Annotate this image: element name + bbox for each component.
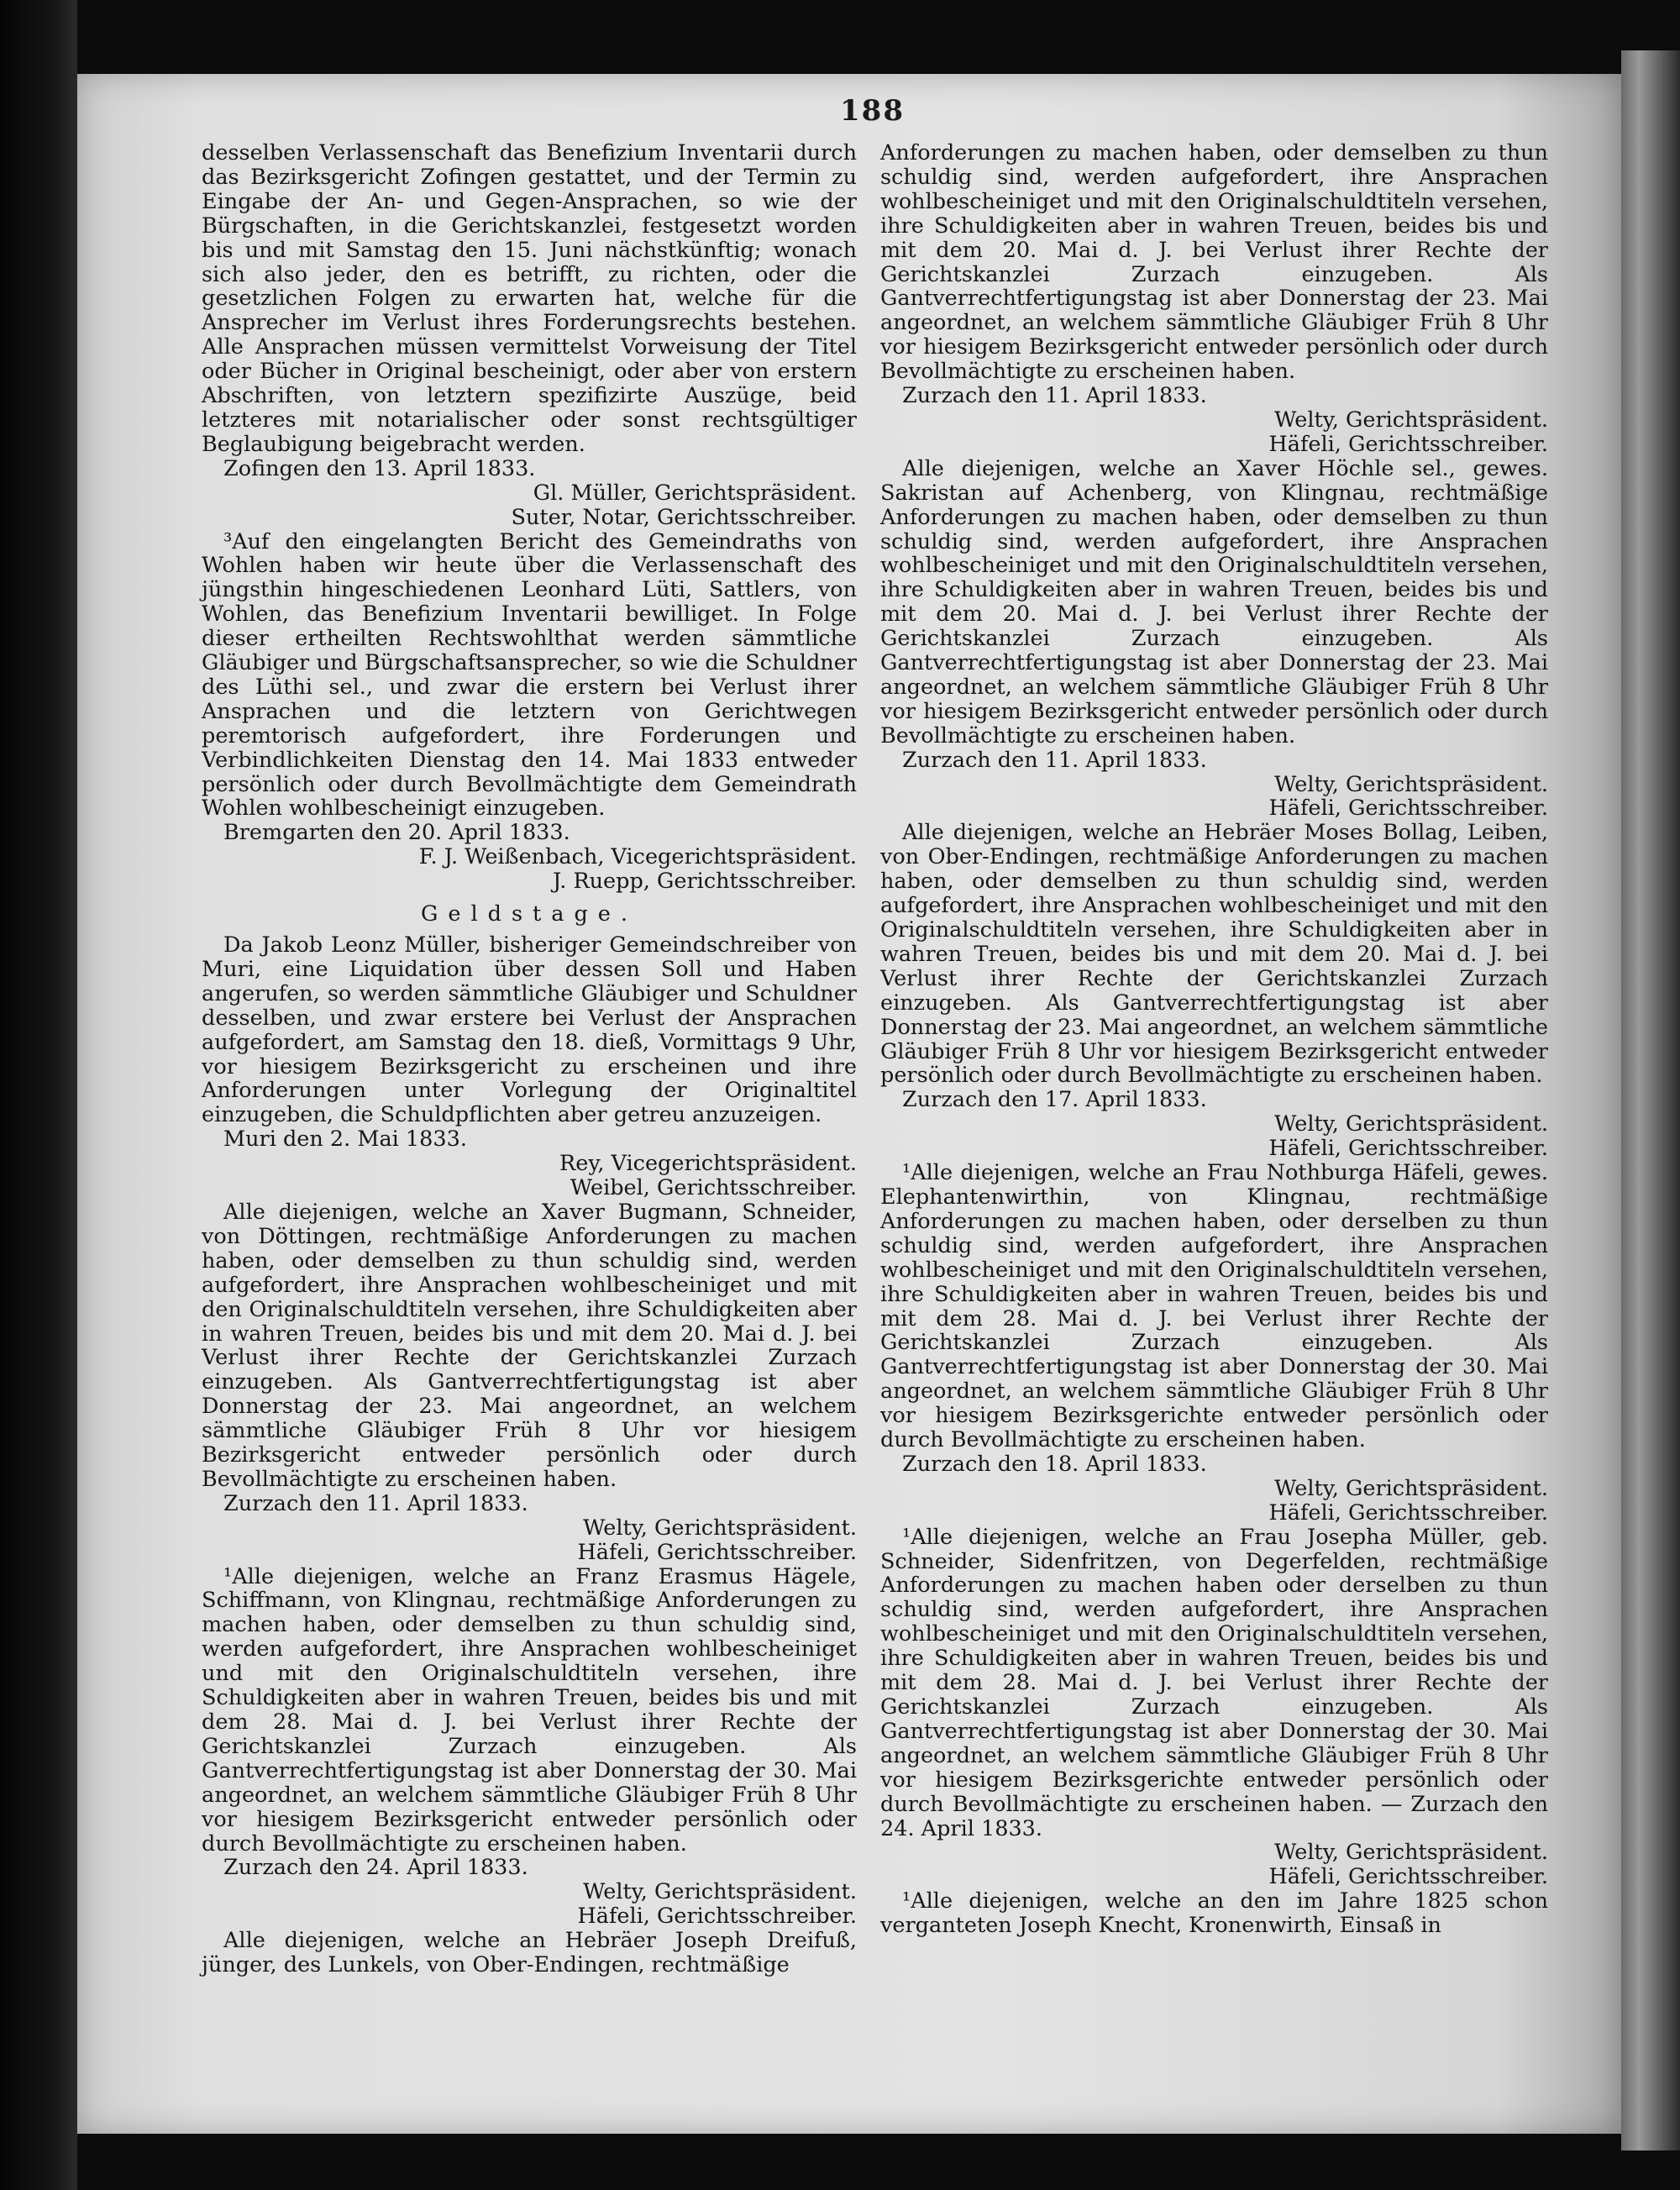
- notice-signature: Häfeli, Gerichtsschreiber.: [577, 1904, 857, 1930]
- notice-signature: Suter, Notar, Gerichtsschreiber.: [511, 504, 857, 530]
- notice-signature: J. Ruepp, Gerichtsschreiber.: [552, 869, 857, 895]
- notice-paragraph: ¹Alle diejenigen, welche an Frau Nothburga Häfeli, gewes. Elephantenwirthin, von Klingnau, rechtmäßige Anforderungen zu machen haben, oder derselben zu thun schuldig sind, werden aufgefordert, ihre Ansprachen wohlbescheiniget und mit den Originalschuldtiteln versehen, ihre Schuldigkeiten aber in wahren Treuen, beides bis und mit dem 28. Mai d. J. bei Verlust ihrer Rechte der Gerichtskanzlei Zurzach einzugeben. Als Gantverrechtfertigungstag ist aber Donnerstag der 30. Mai angeordnet, an welchem sämmtliche Gläubiger Früh 8 Uhr vor hiesigem Bezirksgerichte entweder persönlich oder durch Bevollmächtigte zu erscheinen haben.: [880, 1160, 1548, 1453]
- notice-paragraph: Alle diejenigen, welche an Hebräer Joseph Dreifuß, jünger, des Lunkels, von Ober-Endingen, rechtmäßige: [202, 1928, 857, 1978]
- notice-signature: Rey, Vicegerichtspräsident.: [559, 1151, 857, 1177]
- notice-signature: F. J. Weißenbach, Vicegerichtspräsident.: [418, 844, 857, 870]
- notice-place-date: Zurzach den 11. April 1833.: [223, 1490, 528, 1516]
- notice-place-date: Zurzach den 11. April 1833.: [902, 383, 1207, 409]
- notice-place-date: Zurzach den 18. April 1833.: [902, 1451, 1207, 1477]
- notice-signature: Häfeli, Gerichtsschreiber.: [1268, 796, 1548, 822]
- notice-place-date: Muri den 2. Mai 1833.: [223, 1127, 467, 1153]
- left-column: [202, 141, 857, 1977]
- notice-paragraph: Da Jakob Leonz Müller, bisheriger Gemeindschreiber von Muri, eine Liquidation über dessen Soll und Haben angerufen, so werden sämmtliche Gläubiger und Schuldner desselben, und zwar erstere bei Verlust der Ansprachen aufgefordert, am Samstag den 18. dieß, Vormittags 9 Uhr, vor hiesigem Bezirksgericht zu erscheinen und ihre Anforderungen unter Vorlegung der Originaltitel einzugeben, die Schuldpflichten aber getreu anzuzeigen.: [202, 932, 857, 1128]
- notice-paragraph: Alle diejenigen, welche an Hebräer Moses Bollag, Leiben, von Ober-Endingen, rechtmäßige Anforderungen zu machen haben, oder demselben zu thun schuldig sind, werden aufgefordert, ihre Ansprachen wohlbescheiniget und mit den Originalschuldtiteln versehen, ihre Schuldigkeiten aber in wahren Treuen, beides bis und mit dem 20. Mai d. J. bei Verlust ihrer Rechte der Gerichtskanzlei Zurzach einzugeben. Als Gantverrechtfertigungstag ist aber Donnerstag der 23. Mai angeordnet, an welchem sämmtliche Gläubiger Früh 8 Uhr vor hiesigem Bezirksgericht entweder persönlich oder durch Bevollmächtigte zu erscheinen haben.: [880, 820, 1548, 1089]
- notice-paragraph: Anforderungen zu machen haben, oder demselben zu thun schuldig sind, werden aufgefordert, ihre Ansprachen wohlbescheiniget und mit den Originalschuldtiteln versehen, ihre Schuldigkeiten aber in wahren Treuen, beides bis und mit dem 20. Mai d. J. bei Verlust ihrer Rechte der Gerichtskanzlei Zurzach einzugeben. Als Gantverrechtfertigungstag ist aber Donnerstag der 23. Mai angeordnet, an welchem sämmtliche Gläubiger Früh 8 Uhr vor hiesigem Bezirksgericht entweder persönlich oder durch Bevollmächtigte zu erscheinen haben.: [880, 140, 1548, 385]
- scan-border-left: [0, 0, 77, 2190]
- notice-paragraph: ¹Alle diejenigen, welche an den im Jahre 1825 schon verganteten Joseph Knecht, Kronenwirth, Einsaß in: [880, 1888, 1548, 1939]
- section-heading: Geldstage.: [421, 901, 638, 927]
- notice-paragraph: ¹Alle diejenigen, welche an Franz Erasmus Hägele, Schiffmann, von Klingnau, rechtmäßige Anforderungen zu machen haben, oder demselben zu thun schuldig sind, werden aufgefordert, ihre Ansprachen wohlbescheiniget und mit den Originalschuldtiteln versehen, ihre Schuldigkeiten aber in wahren Treuen, beides bis und mit dem 28. Mai d. J. bei Verlust ihrer Rechte der Gerichtskanzlei Zurzach einzugeben. Als Gantverrechtfertigungstag ist aber Donnerstag der 30. Mai angeordnet, an welchem sämmtliche Gläubiger Früh 8 Uhr vor hiesigem Bezirksgericht entweder persönlich oder durch Bevollmächtigte zu erscheinen haben.: [202, 1563, 857, 1857]
- notice-signature: Häfeli, Gerichtsschreiber.: [1268, 1499, 1548, 1526]
- notice-signature: Welty, Gerichtspräsident.: [1274, 771, 1548, 797]
- notice-signature: Häfeli, Gerichtsschreiber.: [1268, 1864, 1548, 1890]
- notice-paragraph: Alle diejenigen, welche an Xaver Höchle sel., gewes. Sakristan auf Achenberg, von Klingnau, rechtmäßige Anforderungen zu machen haben, oder demselben zu thun schuldig sind, werden aufgefordert, ihre Ansprachen wohlbescheiniget und mit den Originalschuldtiteln versehen, ihre Schuldigkeiten aber in wahren Treuen, beides bis und mit dem 20. Mai d. J. bei Verlust ihrer Rechte der Gerichtskanzlei Zurzach einzugeben. Als Gantverrechtfertigungstag ist aber Donnerstag der 23. Mai angeordnet, an welchem sämmtliche Gläubiger Früh 8 Uhr vor hiesigem Bezirksgericht entweder persönlich oder durch Bevollmächtigte zu erscheinen haben.: [880, 455, 1548, 748]
- notice-signature: Weibel, Gerichtsschreiber.: [570, 1175, 857, 1201]
- notice-place-date: Zofingen den 13. April 1833.: [223, 455, 536, 481]
- notice-paragraph: desselben Verlassenschaft das Benefizium Inventarii durch das Bezirksgericht Zofingen gestattet, und der Termin zu Eingabe der An- und Gegen-Ansprachen, so wie der Bürgschaften, in die Gerichtskanzlei, festgesetzt worden bis und mit Samstag den 15. Juni nächstkünftig; wonach sich also jeder, den es betrifft, zu richten, oder die gesetzlichen Folgen zu erwarten hat, welche für die Ansprecher im Verlust ihres Forderungsrechts bestehen. Alle Ansprachen müssen vermittelst Vorweisung der Titel oder Bücher in Original bescheinigt, oder aber von erstern Abschriften, von letztern spezifizirte Auszüge, beid letzteres mit notarialischer oder sonst rechtsgültiger Beglaubigung beigebracht werden.: [202, 140, 857, 457]
- notice-paragraph: Alle diejenigen, welche an Xaver Bugmann, Schneider, von Döttingen, rechtmäßige Anforderungen zu machen haben, oder demselben zu thun schuldig sind, werden aufgefordert, ihre Ansprachen wohlbescheiniget und mit den Originalschuldtiteln versehen, ihre Schuldigkeiten aber in wahren Treuen, beides bis und mit dem 20. Mai d. J. bei Verlust ihrer Rechte der Gerichtskanzlei Zurzach einzugeben. Als Gantverrechtfertigungstag ist aber Donnerstag der 23. Mai angeordnet, an welchem sämmtliche Gläubiger Früh 8 Uhr vor hiesigem Bezirksgericht entweder persönlich oder durch Bevollmächtigte zu erscheinen haben.: [202, 1199, 857, 1492]
- right-column: [880, 141, 1548, 1938]
- notice-signature: Gl. Müller, Gerichtspräsident.: [533, 480, 857, 506]
- notice-signature: Welty, Gerichtspräsident.: [583, 1515, 857, 1541]
- page-number: 188: [840, 94, 905, 128]
- notice-signature: Häfeli, Gerichtsschreiber.: [1268, 431, 1548, 457]
- page-edge-right: [1621, 50, 1680, 2151]
- notice-signature: Welty, Gerichtspräsident.: [1274, 1475, 1548, 1501]
- notice-signature: Welty, Gerichtspräsident.: [1274, 1111, 1548, 1137]
- notice-signature: Welty, Gerichtspräsident.: [1274, 407, 1548, 433]
- notice-signature: Häfeli, Gerichtsschreiber.: [577, 1539, 857, 1565]
- notice-place-date: Bremgarten den 20. April 1833.: [223, 820, 570, 846]
- notice-place-date: Zurzach den 17. April 1833.: [902, 1087, 1207, 1113]
- notice-signature: Welty, Gerichtspräsident.: [1274, 1840, 1548, 1866]
- notice-paragraph: ¹Alle diejenigen, welche an Frau Josepha Müller, geb. Schneider, Sidenfritzen, von Degerfelden, rechtmäßige Anforderungen zu machen haben oder derselben zu thun schuldig sind, werden aufgefordert, ihre Ansprachen wohlbescheiniget und mit den Originalschuldtiteln versehen, ihre Schuldigkeiten aber in wahren Treuen, beides bis und mit dem 28. Mai d. J. bei Verlust ihrer Rechte der Gerichtskanzlei Zurzach einzugeben. Als Gantverrechtfertigungstag ist aber Donnerstag der 30. Mai angeordnet, an welchem sämmtliche Gläubiger Früh 8 Uhr vor hiesigem Bezirksgerichte entweder persönlich oder durch Bevollmächtigte zu erscheinen haben. — Zurzach den 24. April 1833.: [880, 1524, 1548, 1841]
- notice-signature: Häfeli, Gerichtsschreiber.: [1268, 1136, 1548, 1162]
- notice-place-date: Zurzach den 24. April 1833.: [223, 1855, 528, 1881]
- notice-place-date: Zurzach den 11. April 1833.: [902, 747, 1207, 773]
- notice-signature: Welty, Gerichtspräsident.: [583, 1879, 857, 1905]
- notice-paragraph: ³Auf den eingelangten Bericht des Gemeindraths von Wohlen haben wir heute über die Verlassenschaft des jüngsthin hingeschiedenen Leonhard Lüti, Sattlers, von Wohlen, das Benefizium Inventarii bewilliget. In Folge dieser ertheilten Rechtswohlthat werden sämmtliche Gläubiger und Bürgschaftsansprecher, so wie die Schuldner des Lüthi sel., und zwar die erstern bei Verlust ihrer Ansprachen und die letztern von Gerichtwegen peremtorisch aufgefordert, ihre Forderungen und Verbindlichkeiten Dienstag den 14. Mai 1833 entweder persönlich oder durch Bevollmächtigte dem Gemeindrath Wohlen wohlbescheinigt einzugeben.: [202, 528, 857, 822]
